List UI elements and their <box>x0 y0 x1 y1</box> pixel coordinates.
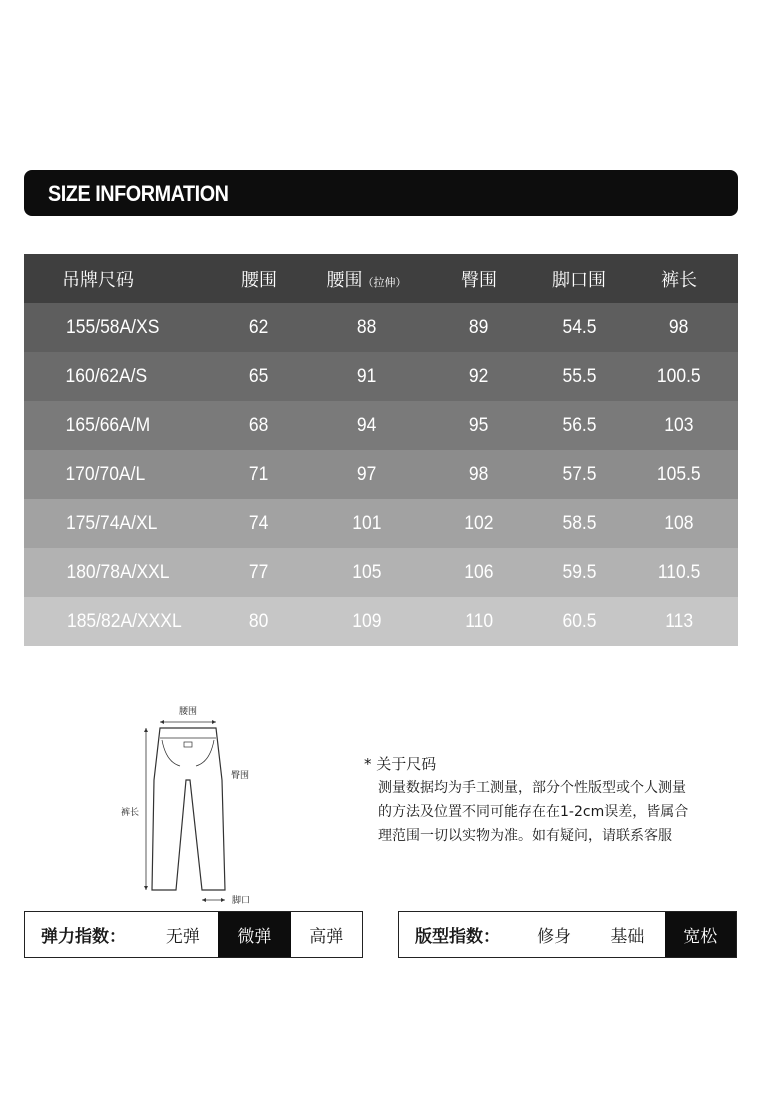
size-value: 155/58A/XS <box>66 316 160 338</box>
waist-value: 68 <box>249 414 269 436</box>
waist-stretched-value: 91 <box>356 365 377 387</box>
header-waist: 腰围 <box>241 269 277 291</box>
hem-cell <box>519 366 639 388</box>
size-cell <box>24 317 224 339</box>
pants-outline <box>152 728 225 890</box>
waist-stretched-cell <box>294 317 439 339</box>
table-row <box>24 401 738 450</box>
length-cell <box>639 562 719 584</box>
header-waist-stretched-label: 腰围 <box>326 269 363 291</box>
length-cell <box>639 464 719 486</box>
size-value: 185/82A/XXXL <box>66 610 182 632</box>
size-cell <box>24 415 224 437</box>
waist-label: 腰围 <box>178 707 198 717</box>
waist-cell <box>224 415 294 437</box>
hip-cell <box>439 464 519 486</box>
size-value: 175/74A/XL <box>65 512 158 534</box>
hem-cell <box>519 317 639 339</box>
hem-cell <box>519 513 639 535</box>
table-row <box>24 352 738 401</box>
size-value: 165/66A/M <box>65 414 151 436</box>
hem-value: 55.5 <box>561 365 597 387</box>
hip-cell <box>439 317 519 339</box>
size-cell <box>24 611 224 633</box>
note-line: 测量数据均为手工测量，部分个性版型或个人测量 <box>378 780 686 796</box>
waist-value: 80 <box>249 610 269 632</box>
hem-cell <box>519 562 639 584</box>
hip-cell <box>439 611 519 633</box>
waist-stretched-cell <box>294 366 439 388</box>
header-hip: 臀围 <box>461 269 497 291</box>
waist-value: 71 <box>249 463 269 485</box>
hip-cell <box>439 366 519 388</box>
waist-cell <box>224 317 294 339</box>
length-value: 98 <box>669 316 689 338</box>
size-note <box>364 752 734 848</box>
length-label: 裤长 <box>120 808 140 818</box>
hem-value: 54.5 <box>561 316 597 338</box>
table-row <box>24 548 738 597</box>
fit-label: 版型指数： <box>415 927 500 947</box>
elasticity-option-slight: 微弹 <box>218 912 290 957</box>
size-cell <box>24 513 224 535</box>
waist-stretched-value: 101 <box>351 512 382 534</box>
waist-cell <box>224 513 294 535</box>
waist-value: 62 <box>249 316 269 338</box>
note-line: 理范围一切以实物为准。如有疑问，请联系客服 <box>378 828 672 844</box>
table-row <box>24 303 738 352</box>
waist-cell <box>224 562 294 584</box>
waist-cell <box>224 464 294 486</box>
length-value: 110.5 <box>657 561 701 583</box>
size-cell <box>24 464 224 486</box>
waist-stretched-cell <box>294 464 439 486</box>
size-value: 160/62A/S <box>65 365 148 387</box>
waist-stretched-cell <box>294 562 439 584</box>
length-value: 103 <box>664 414 694 436</box>
hip-label: 臀围 <box>230 771 250 781</box>
hip-cell <box>439 513 519 535</box>
elasticity-index <box>24 911 363 958</box>
waist-stretched-value: 94 <box>356 414 377 436</box>
hip-value: 89 <box>469 316 489 338</box>
hip-cell <box>439 562 519 584</box>
length-cell <box>639 415 719 437</box>
size-cell <box>24 562 224 584</box>
waist-stretched-cell <box>294 611 439 633</box>
length-cell <box>639 366 719 388</box>
banner-title: SIZE INFORMATION <box>48 181 229 206</box>
hem-cell <box>519 464 639 486</box>
header-tag-size: 吊牌尺码 <box>62 269 134 291</box>
table-row <box>24 450 738 499</box>
table-row <box>24 499 738 548</box>
waist-stretched-value: 109 <box>351 610 382 632</box>
hem-cell <box>519 611 639 633</box>
hem-value: 56.5 <box>561 414 597 436</box>
fit-option-loose: 宽松 <box>665 912 736 957</box>
hem-value: 57.5 <box>561 463 597 485</box>
size-table <box>24 254 738 646</box>
hem-value: 58.5 <box>561 512 597 534</box>
fit-option-slim: 修身 <box>537 927 572 947</box>
size-value: 180/78A/XXL <box>66 561 170 583</box>
length-value: 105.5 <box>657 463 701 485</box>
hem-label: 脚口 <box>231 896 251 906</box>
table-row <box>24 597 738 646</box>
length-cell <box>639 513 719 535</box>
header-stretch-note: （拉伸） <box>362 275 407 289</box>
note-body <box>364 776 734 848</box>
waist-stretched-value: 105 <box>351 561 382 583</box>
fit-index <box>398 911 737 958</box>
fit-option-regular: 基础 <box>610 927 645 947</box>
pants-measurement-diagram <box>110 700 270 910</box>
hip-cell <box>439 415 519 437</box>
hem-value: 60.5 <box>561 610 597 632</box>
size-value: 170/70A/L <box>65 463 146 485</box>
waist-cell <box>224 366 294 388</box>
table-header-row <box>24 254 738 303</box>
length-value: 100.5 <box>657 365 701 387</box>
size-cell <box>24 366 224 388</box>
waist-value: 65 <box>249 365 269 387</box>
waist-stretched-value: 88 <box>356 316 377 338</box>
length-value: 108 <box>664 512 694 534</box>
waist-value: 74 <box>249 512 269 534</box>
waist-cell <box>224 611 294 633</box>
note-line: 的方法及位置不同可能存在在1-2cm误差，皆属合 <box>378 804 689 820</box>
length-cell <box>639 611 719 633</box>
waist-stretched-value: 97 <box>356 463 377 485</box>
hip-value: 95 <box>469 414 489 436</box>
length-cell <box>639 317 719 339</box>
waist-stretched-cell <box>294 415 439 437</box>
header-length: 裤长 <box>661 269 697 291</box>
hem-cell <box>519 415 639 437</box>
elasticity-option-none: 无弹 <box>165 927 200 947</box>
waist-value: 77 <box>249 561 269 583</box>
hip-value: 98 <box>469 463 489 485</box>
header-waist-stretched <box>294 266 439 292</box>
elasticity-label: 弹力指数： <box>41 927 126 947</box>
hip-value: 110 <box>465 610 493 632</box>
waist-stretched-cell <box>294 513 439 535</box>
hip-value: 102 <box>464 512 494 534</box>
header-hem: 脚口围 <box>552 269 606 291</box>
hip-value: 92 <box>469 365 489 387</box>
hem-value: 59.5 <box>561 561 597 583</box>
note-title: * 关于尺码 <box>364 755 437 773</box>
size-info-banner <box>24 170 738 216</box>
hip-value: 106 <box>464 561 494 583</box>
elasticity-option-high: 高弹 <box>309 927 344 947</box>
length-value: 113 <box>665 610 693 632</box>
